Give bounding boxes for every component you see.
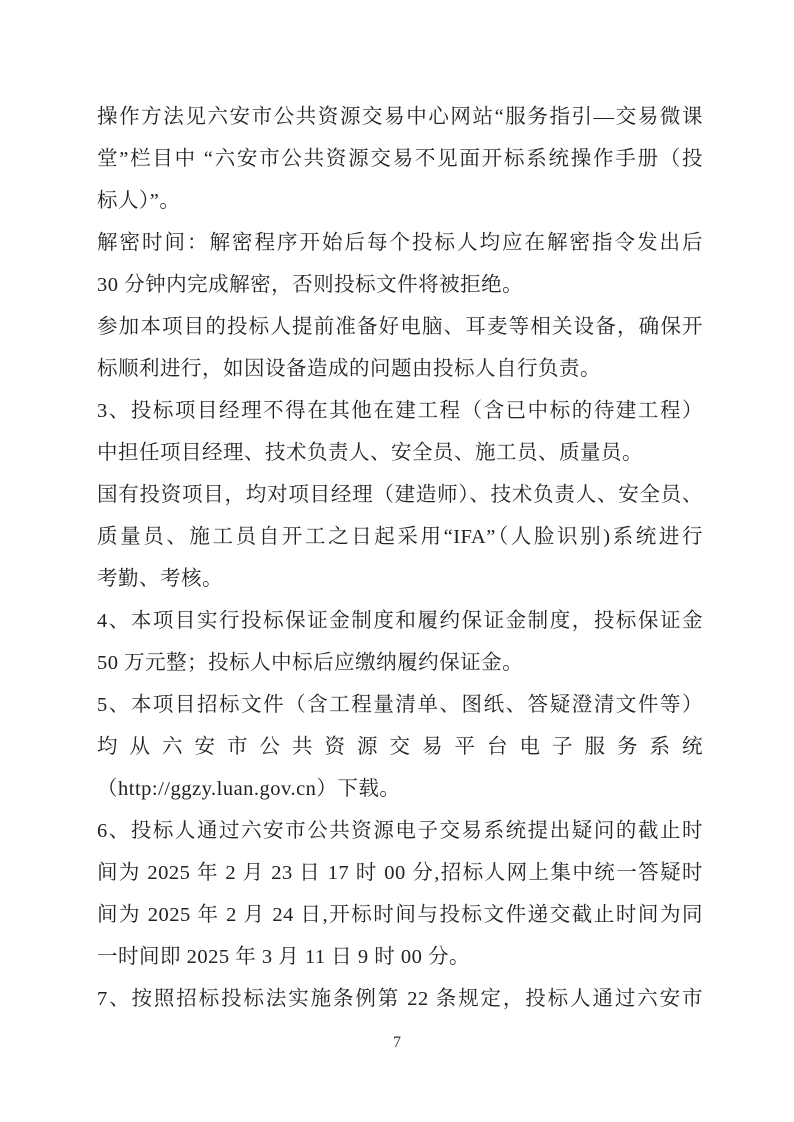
text-line: 一时间即 2025 年 3 月 11 日 9 时 00 分。 — [97, 946, 470, 968]
text-line: 堂”栏目中 “六安市公共资源交易不见面开标系统操作手册（投 — [97, 148, 703, 170]
text-line: 标顺利进行，如因设备造成的问题由投标人自行负责。 — [97, 358, 601, 380]
page-number: 7 — [393, 1034, 401, 1051]
text-line: 7、按照招标投标法实施条例第 22 条规定，投标人通过六安市 — [97, 988, 703, 1010]
paragraph — [97, 474, 703, 600]
text-line: 5、本项目招标文件（含工程量清单、图纸、答疑澄清文件等） — [97, 694, 703, 716]
document-body — [97, 96, 703, 1020]
paragraph — [97, 600, 703, 684]
text-line: 均从六安市公共资源交易平台电子服务系统 — [97, 736, 703, 758]
paragraph — [97, 96, 703, 222]
text-line: 标人）”。 — [97, 190, 181, 212]
text-line: 50 万元整；投标人中标后应缴纳履约保证金。 — [97, 652, 524, 674]
text-line: 中担任项目经理、技术负责人、安全员、施工员、质量员。 — [97, 442, 643, 464]
page-footer — [0, 1034, 794, 1052]
text-line: 3、投标项目经理不得在其他在建工程（含已中标的待建工程） — [97, 400, 703, 422]
text-line: 参加本项目的投标人提前准备好电脑、耳麦等相关设备，确保开 — [97, 316, 703, 338]
paragraph — [97, 684, 703, 810]
paragraph — [97, 390, 703, 474]
text-line: 质量员、施工员自开工之日起采用“IFA”（人脸识别)系统进行 — [97, 526, 703, 548]
paragraph — [97, 978, 703, 1020]
text-line: 间为 2025 年 2 月 24 日,开标时间与投标文件递交截止时间为同 — [97, 904, 703, 926]
text-line: 考勤、考核。 — [97, 568, 223, 590]
paragraph — [97, 810, 703, 978]
text-line: 6、投标人通过六安市公共资源电子交易系统提出疑问的截止时 — [97, 820, 703, 842]
text-line: （http://ggzy.luan.gov.cn）下载。 — [97, 778, 401, 800]
paragraph — [97, 306, 703, 390]
text-line: 解密时间：解密程序开始后每个投标人均应在解密指令发出后 — [97, 232, 703, 254]
text-line: 4、本项目实行投标保证金制度和履约保证金制度，投标保证金 — [97, 610, 703, 632]
text-line: 间为 2025 年 2 月 23 日 17 时 00 分,招标人网上集中统一答疑时 — [97, 862, 703, 884]
text-line: 国有投资项目，均对项目经理（建造师）、技术负责人、安全员、 — [97, 484, 703, 506]
paragraph — [97, 222, 703, 306]
text-line: 30 分钟内完成解密，否则投标文件将被拒绝。 — [97, 274, 524, 296]
text-line: 操作方法见六安市公共资源交易中心网站“服务指引—交易微课 — [97, 106, 703, 128]
